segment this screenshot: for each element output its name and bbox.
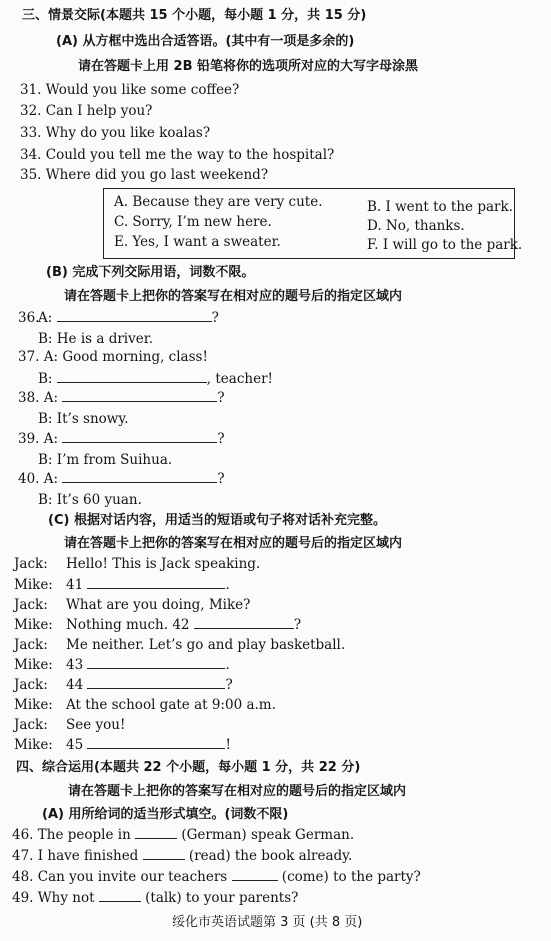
- section-3-title: 三、情景交际(本题共 15 个小题，每小题 1 分，共 15 分): [22, 8, 367, 23]
- dialogue-line-5: Jack: Me neither. Let’s go and play basketball.: [14, 637, 346, 653]
- answer-blank-48[interactable]: [232, 868, 278, 881]
- part-a-instruction: 请在答题卡上用 2B 铅笔将你的选项所对应的大写字母涂黑: [78, 59, 419, 74]
- question-40-a: 40. A: ?: [18, 471, 225, 487]
- answer-blank-41[interactable]: [87, 576, 225, 589]
- answer-blank-39[interactable]: [62, 430, 217, 443]
- dialogue-line-3: Jack: What are you doing, Mike?: [14, 597, 251, 613]
- question-47: 47. I have finished (read) the book already.: [12, 848, 353, 864]
- answer-blank-47[interactable]: [143, 847, 185, 860]
- question-39-b: B: I’m from Suihua.: [38, 452, 173, 468]
- question-35: 35. Where did you go last weekend?: [20, 167, 269, 183]
- part-c-title: (C) 根据对话内容，用适当的短语或句子将对话补充完整。: [48, 513, 386, 528]
- answer-blank-38[interactable]: [62, 389, 217, 402]
- question-37-b: B: , teacher!: [38, 371, 273, 387]
- section-4-part-a-title: (A) 用所给词的适当形式填空。(词数不限): [42, 807, 289, 822]
- answer-blank-45[interactable]: [87, 736, 225, 749]
- question-37-a: 37. A: Good morning, class!: [18, 349, 208, 365]
- question-36-a: 36.A: ?: [18, 310, 219, 326]
- question-34: 34. Could you tell me the way to the hospital?: [20, 147, 335, 163]
- question-32: 32. Can I help you?: [20, 103, 153, 119]
- question-48: 48. Can you invite our teachers (come) to the party?: [12, 869, 421, 885]
- part-c-instruction: 请在答题卡上把你的答案写在相对应的题号后的指定区域内: [64, 536, 403, 551]
- answer-blank-37[interactable]: [57, 370, 207, 383]
- option-c: C. Sorry, I’m new here.: [114, 214, 272, 230]
- part-b-instruction: 请在答题卡上把你的答案写在相对应的题号后的指定区域内: [64, 289, 403, 304]
- question-38-b: B: It’s snowy.: [38, 411, 129, 427]
- dialogue-line-9: Jack: See you!: [14, 717, 126, 733]
- dialogue-line-7: Jack: 44 ?: [14, 677, 233, 693]
- answer-blank-42[interactable]: [194, 616, 294, 629]
- answer-blank-49[interactable]: [99, 889, 141, 902]
- option-a: A. Because they are very cute.: [114, 194, 323, 210]
- question-40-b: B: It’s 60 yuan.: [38, 492, 142, 508]
- question-33: 33. Why do you like koalas?: [20, 125, 211, 141]
- question-36-b: B: He is a driver.: [38, 331, 154, 347]
- dialogue-line-1: Jack: Hello! This is Jack speaking.: [14, 556, 261, 572]
- option-d: D. No, thanks.: [367, 218, 465, 234]
- question-31: 31. Would you like some coffee?: [20, 82, 240, 98]
- question-38-a: 38. A: ?: [18, 390, 225, 406]
- answer-blank-43[interactable]: [87, 656, 225, 669]
- answer-blank-36[interactable]: [57, 309, 212, 322]
- page-footer: 绥化市英语试题第 3 页 (共 8 页): [172, 915, 363, 930]
- part-b-title: (B) 完成下列交际用语，词数不限。: [46, 265, 255, 280]
- dialogue-line-8: Mike: At the school gate at 9:00 a.m.: [14, 697, 276, 713]
- dialogue-line-10: Mike: 45 !: [14, 737, 231, 753]
- dialogue-line-4: Mike: Nothing much. 42 ?: [14, 617, 302, 633]
- dialogue-line-2: Mike: 41 .: [14, 577, 230, 593]
- section-4-instruction: 请在答题卡上把你的答案写在相对应的题号后的指定区域内: [68, 784, 407, 799]
- part-a-title: (A) 从方框中选出合适答语。(其中有一项是多余的): [56, 34, 355, 49]
- option-f: F. I will go to the park.: [367, 237, 523, 253]
- question-49: 49. Why not (talk) to your parents?: [12, 890, 299, 906]
- question-39-a: 39. A: ?: [18, 431, 225, 447]
- answer-blank-46[interactable]: [135, 826, 177, 839]
- question-46: 46. The people in (German) speak German.: [12, 827, 355, 843]
- option-e: E. Yes, I want a sweater.: [114, 234, 281, 250]
- options-box: [103, 188, 523, 259]
- dialogue-line-6: Mike: 43 .: [14, 657, 230, 673]
- section-4-title: 四、综合运用(本题共 22 个小题，每小题 1 分，共 22 分): [16, 760, 361, 775]
- option-b: B. I went to the park.: [367, 199, 513, 215]
- answer-blank-40[interactable]: [62, 470, 217, 483]
- answer-blank-44[interactable]: [87, 676, 225, 689]
